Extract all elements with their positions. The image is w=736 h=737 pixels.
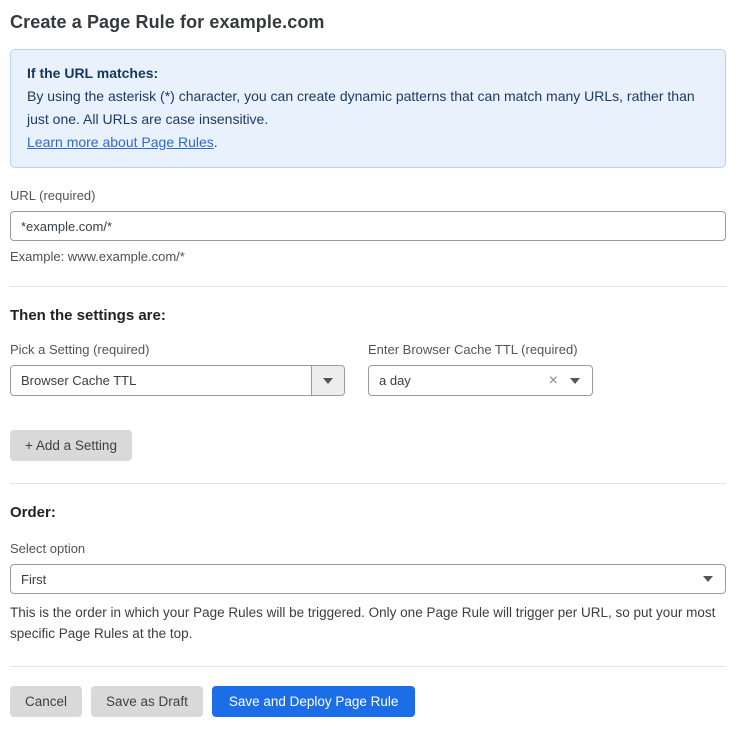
ttl-picker-field xyxy=(368,324,593,396)
chevron-down-icon xyxy=(323,378,333,384)
settings-section-heading: Then the settings are: xyxy=(10,307,166,324)
divider xyxy=(10,666,726,667)
ttl-picker-select[interactable] xyxy=(368,365,593,396)
order-section-heading: Order: xyxy=(10,504,56,521)
info-banner-heading: If the URL matches: xyxy=(27,65,159,81)
clear-icon[interactable]: × xyxy=(548,371,558,389)
page-title: Create a Page Rule for example.com xyxy=(10,12,325,32)
order-select-value: First xyxy=(21,571,47,587)
ttl-picker-value: a day xyxy=(379,373,411,388)
order-help-text: This is the order in which your Page Rules will be triggered. Only one Page Rule will trigger per URL, so put your most specific Page Rules at the top. xyxy=(10,605,716,641)
save-as-draft-button[interactable]: Save as Draft xyxy=(91,686,203,717)
ttl-picker-label: Enter Browser Cache TTL (required) xyxy=(368,342,578,357)
link-period: . xyxy=(213,134,218,150)
footer-buttons xyxy=(10,686,726,717)
divider xyxy=(10,286,726,287)
chevron-down-icon xyxy=(703,576,713,582)
ttl-picker-icons xyxy=(549,373,592,389)
setting-picker-field xyxy=(10,324,345,396)
chevron-down-icon xyxy=(570,378,580,384)
setting-picker-label: Pick a Setting (required) xyxy=(10,342,150,357)
setting-picker-value: Browser Cache TTL xyxy=(21,373,137,388)
info-banner-body: By using the asterisk (*) character, you can create dynamic patterns that can match many URLs, rather than just one. All URLs are case insensitive. xyxy=(27,88,695,127)
url-field-label: URL (required) xyxy=(10,188,96,203)
learn-more-link[interactable]: Learn more about Page Rules xyxy=(27,134,214,150)
order-select-label: Select option xyxy=(10,541,86,556)
info-banner-link-line xyxy=(27,131,709,154)
save-and-deploy-button[interactable]: Save and Deploy Page Rule xyxy=(212,686,416,717)
order-select[interactable] xyxy=(10,564,726,594)
setting-picker-select[interactable] xyxy=(10,365,345,396)
url-example-text: Example: www.example.com/* xyxy=(10,249,185,264)
url-input[interactable] xyxy=(10,211,726,241)
cancel-button[interactable]: Cancel xyxy=(10,686,82,717)
divider xyxy=(10,483,726,484)
setting-picker-arrow-segment[interactable] xyxy=(311,366,344,395)
add-setting-button[interactable]: + Add a Setting xyxy=(10,430,132,461)
settings-row xyxy=(10,324,726,396)
url-match-info-banner xyxy=(10,49,726,168)
